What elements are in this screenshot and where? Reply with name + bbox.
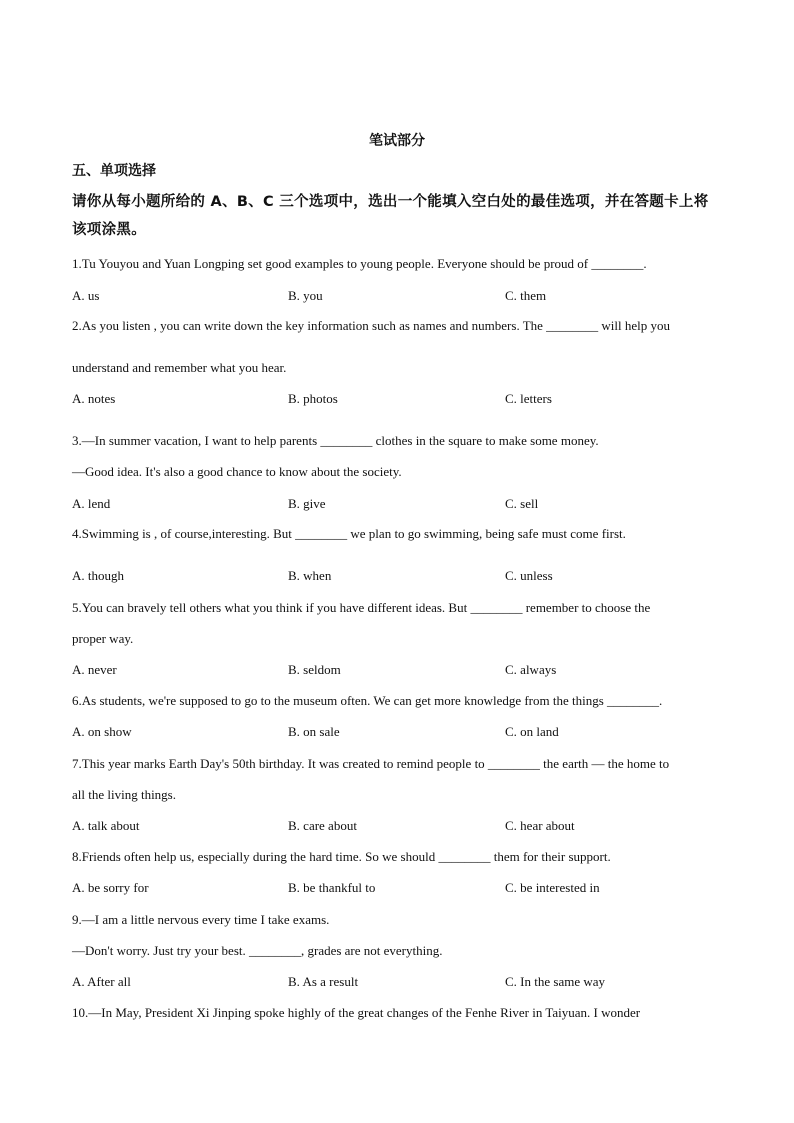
question-6-option-a: A. on show: [72, 724, 132, 739]
question-10-text: 10.—In May, President Xi Jinping spoke highly of the great changes of the Fenhe River in Taiyuan. I wonder: [72, 1005, 641, 1020]
question-3-option-a: A. lend: [72, 496, 111, 511]
question-3-reply: —Good idea. It's also a good chance to know about the society.: [72, 464, 402, 479]
page-title: 笔试部分: [369, 133, 425, 149]
question-3-text: 3.—In summer vacation, I want to help parents ________ clothes in the square to make some money.: [72, 433, 599, 448]
question-9-option-b: B. As a result: [288, 974, 359, 989]
question-6-option-b: B. on sale: [288, 724, 340, 739]
question-4-text: 4.Swimming is , of course,interesting. But ________ we plan to go swimming, being safe must come first.: [72, 526, 626, 541]
question-5-option-c: C. always: [505, 662, 557, 677]
question-5-text-continued: proper way.: [72, 631, 134, 646]
question-9-option-a: A. After all: [72, 974, 131, 989]
question-7-option-a: A. talk about: [72, 818, 140, 833]
question-9-option-c: C. In the same way: [505, 974, 606, 989]
question-2-option-b: B. photos: [288, 391, 338, 406]
question-2-text-continued: understand and remember what you hear.: [72, 360, 287, 375]
question-4-option-b: B. when: [288, 568, 332, 583]
question-3-option-b: B. give: [288, 496, 326, 511]
section-heading: 五、单项选择: [72, 163, 156, 179]
question-7-option-c: C. hear about: [505, 818, 575, 833]
question-2-option-a: A. notes: [72, 391, 116, 406]
question-3-option-c: C. sell: [505, 496, 539, 511]
question-7-text-continued: all the living things.: [72, 787, 176, 802]
question-1-option-a: A. us: [72, 288, 100, 303]
question-1-option-c: C. them: [505, 288, 547, 303]
question-4-option-c: C. unless: [505, 568, 553, 583]
question-6-text: 6.As students, we're supposed to go to the museum often. We can get more knowledge from the things ________.: [72, 693, 663, 708]
question-6-option-c: C. on land: [505, 724, 559, 739]
question-8-option-a: A. be sorry for: [72, 880, 149, 895]
question-1-text: 1.Tu Youyou and Yuan Longping set good examples to young people. Everyone should be proud of ________.: [72, 256, 647, 271]
question-9-reply: —Don't worry. Just try your best. ________, grades are not everything.: [72, 943, 443, 958]
question-9-text: 9.—I am a little nervous every time I take exams.: [72, 912, 330, 927]
question-2-text: 2.As you listen , you can write down the key information such as names and numbers. The ________ will help you: [72, 318, 671, 333]
question-7-option-b: B. care about: [288, 818, 357, 833]
question-5-text: 5.You can bravely tell others what you think if you have different ideas. But ________ remember to choose the: [72, 600, 651, 615]
section-instructions: 请你从每小题所给的 A、B、C 三个选项中，选出一个能填入空白处的最佳选项，并在答题卡上将该项涂黑。: [72, 194, 709, 238]
question-5-option-a: A. never: [72, 662, 117, 677]
question-1-option-b: B. you: [288, 288, 323, 303]
question-8-option-c: C. be interested in: [505, 880, 600, 895]
question-5-option-b: B. seldom: [288, 662, 341, 677]
question-7-text: 7.This year marks Earth Day's 50th birthday. It was created to remind people to ________ the earth — the home to: [72, 756, 670, 771]
question-4-option-a: A. though: [72, 568, 124, 583]
question-8-option-b: B. be thankful to: [288, 880, 376, 895]
question-2-option-c: C. letters: [505, 391, 552, 406]
question-8-text: 8.Friends often help us, especially during the hard time. So we should ________ them for their support.: [72, 849, 611, 864]
